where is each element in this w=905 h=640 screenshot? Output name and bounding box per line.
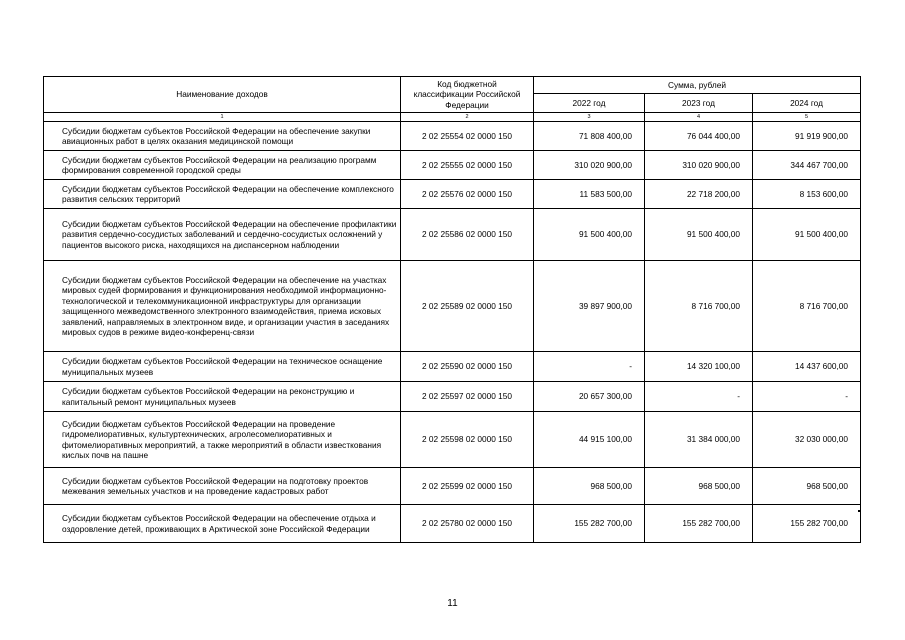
amount-2024-cell: 91 500 400,00 [753, 209, 861, 261]
table-row [44, 352, 861, 382]
amount-2022-cell: 310 020 900,00 [534, 151, 645, 180]
budget-code-cell: 2 02 25599 02 0000 150 [401, 468, 534, 505]
header-amount: Сумма, рублей [534, 77, 861, 94]
header-year-2024: 2024 год [753, 94, 861, 113]
table-row [44, 122, 861, 151]
header-year-2022: 2022 год [534, 94, 645, 113]
budget-code-cell: 2 02 25576 02 0000 150 [401, 180, 534, 209]
amount-2023-cell: 8 716 700,00 [645, 261, 753, 352]
amount-2024-cell: 8 716 700,00 [753, 261, 861, 352]
revenue-name-cell: Субсидии бюджетам субъектов Российской Федерации на обеспечение на участках мировых судей формирования и функционирования необходимой информационно-технологической и телекоммуникационной инфраструктуры для организации защищенного межведомственного электронного взаимодействия, приема исковых заявлений, направляемых в электронном виде, и организации участия в заседаниях мировых судов в режиме видео-конференц-связи [44, 261, 401, 352]
revenue-name-cell: Субсидии бюджетам субъектов Российской Федерации на подготовку проектов межевания земельных участков и на проведение кадастровых работ [44, 468, 401, 505]
table-row [44, 209, 861, 261]
budget-code-cell: 2 02 25780 02 0000 150 [401, 505, 534, 543]
amount-2023-cell: 968 500,00 [645, 468, 753, 505]
amount-2022-cell: 11 583 500,00 [534, 180, 645, 209]
revenue-name-cell: Субсидии бюджетам субъектов Российской Федерации на обеспечение закупки авиационных работ в целях оказания медицинской помощи [44, 122, 401, 151]
budget-code-cell: 2 02 25554 02 0000 150 [401, 122, 534, 151]
amount-2023-cell: 310 020 900,00 [645, 151, 753, 180]
revenue-name-cell: Субсидии бюджетам субъектов Российской Федерации на обеспечение профилактики развития сердечно-сосудистых заболеваний и сердечно-сосудистых осложнений у пациентов высокого риска, находящихся на диспансерном наблюдении [44, 209, 401, 261]
amount-2022-cell: 71 808 400,00 [534, 122, 645, 151]
budget-code-cell: 2 02 25598 02 0000 150 [401, 412, 534, 468]
amount-2024-cell: 91 919 900,00 [753, 122, 861, 151]
revenue-name-cell: Субсидии бюджетам субъектов Российской Федерации на обеспечение комплексного развития сельских территорий [44, 180, 401, 209]
revenue-name-cell: Субсидии бюджетам субъектов Российской Федерации на реализацию программ формирования современной городской среды [44, 151, 401, 180]
header-revenue-name: Наименование доходов [44, 77, 401, 113]
table-row [44, 261, 861, 352]
amount-2024-cell: - [753, 382, 861, 412]
amount-2023-cell: 76 044 400,00 [645, 122, 753, 151]
amount-2024-cell: 155 282 700,00 [753, 505, 861, 543]
amount-2022-cell: 39 897 900,00 [534, 261, 645, 352]
amount-2023-cell: 91 500 400,00 [645, 209, 753, 261]
amount-2023-cell: 155 282 700,00 [645, 505, 753, 543]
margin-dot [858, 510, 860, 512]
header-year-2023: 2023 год [645, 94, 753, 113]
amount-2024-cell: 32 030 000,00 [753, 412, 861, 468]
amount-2023-cell: - [645, 382, 753, 412]
budget-code-cell: 2 02 25597 02 0000 150 [401, 382, 534, 412]
amount-2022-cell: 968 500,00 [534, 468, 645, 505]
amount-2023-cell: 14 320 100,00 [645, 352, 753, 382]
table-row [44, 468, 861, 505]
budget-revenue-table [43, 76, 861, 543]
amount-2024-cell: 968 500,00 [753, 468, 861, 505]
budget-code-cell: 2 02 25590 02 0000 150 [401, 352, 534, 382]
budget-code-cell: 2 02 25589 02 0000 150 [401, 261, 534, 352]
amount-2022-cell: 44 915 100,00 [534, 412, 645, 468]
page-number: 11 [447, 598, 458, 609]
column-number: 2 [401, 113, 534, 122]
table-row [44, 382, 861, 412]
amount-2022-cell: 20 657 300,00 [534, 382, 645, 412]
amount-2022-cell: - [534, 352, 645, 382]
header-budget-code: Код бюджетной классификации Российской Федерации [401, 77, 534, 113]
table-row [44, 505, 861, 543]
revenue-name-cell: Субсидии бюджетам субъектов Российской Федерации на проведение гидромелиоративных, культуртехнических, агролесомелиоративных и фитомелиоративных мероприятий, а также мероприятий в области известкования кислых почв на пашне [44, 412, 401, 468]
revenue-name-cell: Субсидии бюджетам субъектов Российской Федерации на техническое оснащение муниципальных музеев [44, 352, 401, 382]
amount-2024-cell: 8 153 600,00 [753, 180, 861, 209]
column-number: 4 [645, 113, 753, 122]
table-row [44, 151, 861, 180]
amount-2024-cell: 344 467 700,00 [753, 151, 861, 180]
revenue-name-cell: Субсидии бюджетам субъектов Российской Федерации на обеспечение отдыха и оздоровление детей, проживающих в Арктической зоне Российской Федерации [44, 505, 401, 543]
amount-2022-cell: 155 282 700,00 [534, 505, 645, 543]
amount-2023-cell: 22 718 200,00 [645, 180, 753, 209]
table-row [44, 412, 861, 468]
column-number: 1 [44, 113, 401, 122]
budget-code-cell: 2 02 25586 02 0000 150 [401, 209, 534, 261]
amount-2024-cell: 14 437 600,00 [753, 352, 861, 382]
budget-code-cell: 2 02 25555 02 0000 150 [401, 151, 534, 180]
table-row [44, 180, 861, 209]
revenue-name-cell: Субсидии бюджетам субъектов Российской Федерации на реконструкцию и капитальный ремонт муниципальных музеев [44, 382, 401, 412]
column-number: 5 [753, 113, 861, 122]
column-number: 3 [534, 113, 645, 122]
amount-2023-cell: 31 384 000,00 [645, 412, 753, 468]
amount-2022-cell: 91 500 400,00 [534, 209, 645, 261]
